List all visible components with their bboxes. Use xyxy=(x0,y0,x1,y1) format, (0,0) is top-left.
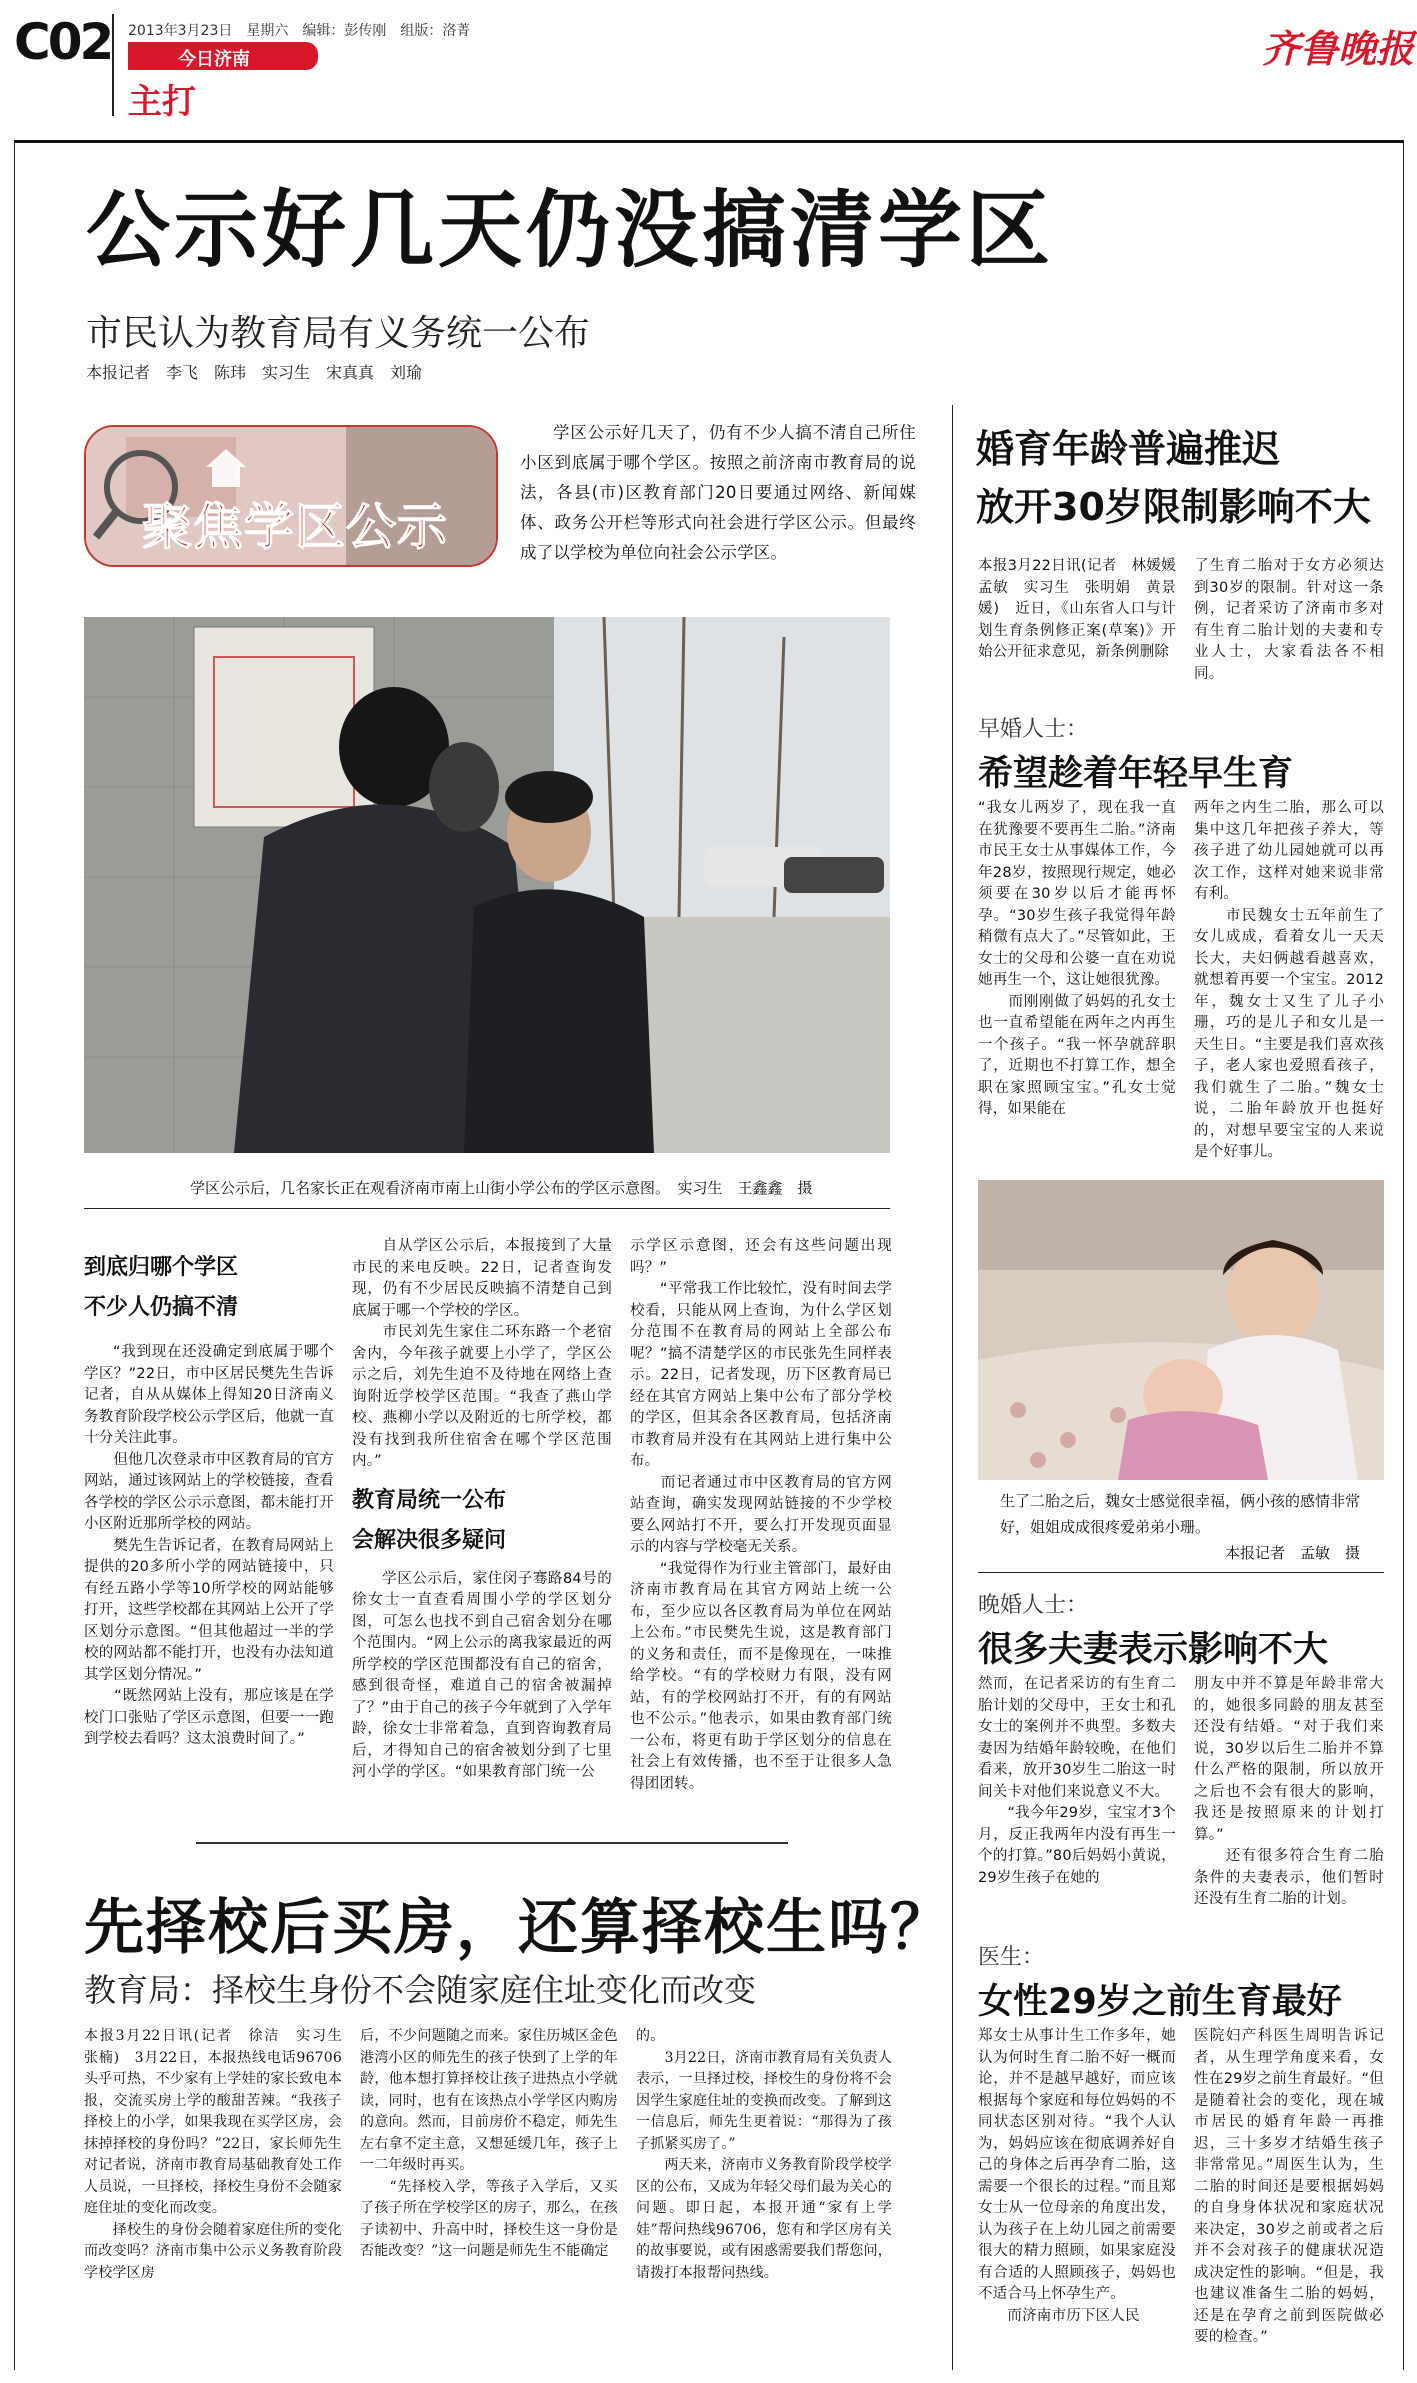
photo2-caption-text: 生了二胎之后，魏女士感觉很幸福，俩小孩的感情非常好，姐姐成成很疼爱弟弟小珊。 xyxy=(1000,1492,1361,1536)
lead-paragraph: 学区公示好几天了，仍有不少人搞不清自己所住小区到底属于哪个学区。按照之前济南市教育局的说法，各县(市)区教育部门20日要通过网络、新闻媒体、政务公开栏等形式向社会进行学区公示。但最终成了以学校为单位向社会公示学区。 xyxy=(520,423,916,562)
side-headline-line2: 放开30岁限制影响不大 xyxy=(976,485,1371,529)
sec1-right: 两年之内生二胎，那么可以集中这几年把孩子养大，等孩子进了幼儿园她就可以再次工作，这样对她来说非常有利。 市民魏女士五年前生了女儿成成，看着女儿一天天长大，夫妇俩越看越喜欢，就想着再要一个宝宝。2012年，魏女士又生了儿子小珊，巧的是儿子和女儿是一天生日。“主要是我们喜欢孩子，老人家也爱照看孩子，我们就生了二胎。”魏女士说，二胎年龄放开也挺好的，对想早要宝宝的人来说是个好事儿。 xyxy=(1194,800,1384,1160)
col2-text: 自从学区公示后，本报接到了大量市民的来电反映。22日，记者查询发现，仍有不少居民反映搞不清楚自己到底属于哪一个学校的学区。 市民刘先生家住二环东路一个老宿舍内，今年孩子就要上小学了，学区公示之后，刘先生迫不及待地在网络上查询附近学校学区范围。“我查了燕山学校、燕柳小学以及附近的七所学校，都没有找到我所住宿舍在哪个学区范围内。” xyxy=(352,1238,612,1469)
photo-illustration-2 xyxy=(978,1180,1384,1480)
sec3-label: 医生： xyxy=(978,1945,1045,1970)
photo2-caption xyxy=(1000,1488,1380,1566)
main-subheadline: 市民认为教育局有义务统一公布 xyxy=(86,313,591,354)
badge-label: 聚焦学区公示 xyxy=(142,498,448,556)
side-intro-left: 本报3月22日讯(记者 林媛媛 孟敏 实习生 张明娟 黄景媛) 近日，《山东省人口与计划生育条例修正案(草案)》开始公开征求意见，新条例删除 xyxy=(978,558,1191,660)
frame-right xyxy=(1403,140,1404,2370)
photo2-rule xyxy=(978,1572,1384,1573)
main-col-3 xyxy=(630,1236,892,1795)
sec3-right: 医院妇产科医生周明告诉记者，从生理学角度来看，女性在29岁之前生育最好。“但是随着社会的变化，现在城市居民的婚育年龄一再推迟，三十多岁才结婚生孩子非常常见。”周医生认为，生二胎的时间还是要根据妈妈的自身身体状况和家庭状况来决定，30岁之前或者之后并不会对孩子的健康状况造成决定性的影响。“但是，我也建议准备生二胎的妈妈，还是在孕育之前到医院做必要的检查。” xyxy=(1194,2028,1384,2345)
sec2-head: 很多夫妻表示影响不大 xyxy=(978,1630,1329,1670)
header-rule xyxy=(14,140,1403,143)
section-subtitle: 主打 xyxy=(128,82,196,122)
column-divider xyxy=(952,405,953,2370)
col2-subhead-1: 教育局统一公布 xyxy=(352,1487,507,1513)
article-separator xyxy=(196,1842,788,1844)
main-col-2 xyxy=(352,1236,612,1784)
col1-subhead-1: 到底归哪个学区 xyxy=(84,1255,239,1280)
side-intro-right: 了生育二胎对于女方必须达到30岁的限制。针对这一条例，记者采访了济南市多对有生育二胎计划的夫妻和专业人士，大家看法各不相同。 xyxy=(1194,558,1384,682)
page-number: C02 xyxy=(14,13,112,71)
second-subheadline: 教育局：择校生身份不会随家庭住址变化而改变 xyxy=(84,1971,757,2009)
main-headline: 公示好几天仍没搞清学区 xyxy=(86,180,1055,279)
second-col-3: 的。 3月22日，济南市教育局有关负责人表示，一旦择过校，择校生的身份将不会因学生家庭住址的变换而改变。了解到这一信息后，师先生更着说：“那得为了孩子抓紧买房了。” 两天来，济南市义务教育阶段学校学区的公布，又成为年轻父母们最为关心的问题。即日起，本报开通“家有上学娃”帮问热线96706，您有和学区房有关的故事要说，或有困惑需要我们帮您问，请拨打本报帮问热线。 xyxy=(636,2028,892,2281)
second-headline: 先择校后买房，还算择校生吗？ xyxy=(84,1893,952,1963)
side-headline-line1: 婚育年龄普遍推迟 xyxy=(976,427,1281,471)
photo-illustration xyxy=(84,617,890,1153)
sec1-label: 早婚人士： xyxy=(978,717,1089,742)
second-col-1: 本报3月22日讯(记者 徐洁 实习生 张楠) 3月22日，本报热线电话96706头乎可热，不少家有上学娃的家长致电本报，交流买房上学的酸甜苦辣。“我孩子择校上的小学，如果我现在买学区房，会抹掉择校的身份吗？”22日，家长师先生对记者说，济南市教育局基础教育处工作人员说，一旦择校，择校生身份不会随家庭住址的变化而改变。 择校生的身份会随着家庭住所的变化而改变吗？济南市集中公示义务教育阶段学校学区房 xyxy=(84,2028,342,2281)
main-col-1 xyxy=(84,1248,334,1751)
photo2-credit: 本报记者 孟敏 摄 xyxy=(1224,1544,1360,1562)
section-tag: 今日济南 xyxy=(128,42,318,70)
col3-text: 示学区示意图，还会有这些问题出现吗？” “平常我工作比较忙，没有时间去学校看，只能从网上查询，为什么学区划分范围不在教育局的网站上全部公布呢？”搞不清楚学区的市民张先生同样表示。22日，记者发现，历下区教育局已经在其官方网站上集中公布了部分学校的学区，但其余各区教育局，包括济南市教育局并没有在其网站上进行集中公布。 而记者通过市中区教育局的官方网站查询，确实发现网站链接的不少学校要么网站打不开，要么打开发现页面显示的内容与学校毫无关系。 “我觉得作为行业主管部门，最好由济南市教育局在其官方网站上统一公布，至少应以各区教育局为单位在网站上公布。”市民樊先生说，这是教育部门的义务和责任，而不是像现在，一味推给学校。“有的学校财力有限，没有网站，有的学校网站打不开，有的有网站也不公示。”他表示，如果由教育部门统一公布，将更有助于学区划分的信息在社会上有效传播，也不至于让很多人急得团团转。 xyxy=(630,1238,892,1792)
news-photo-parents-viewing-map xyxy=(84,617,890,1153)
caption-rule xyxy=(84,1208,890,1209)
col1-subhead-2: 不少人仍搞不清 xyxy=(84,1295,239,1320)
col2-text-2: 学区公示后，家住闵子骞路84号的徐女士一直查看周围小学的学区划分图，可怎么也找不到自己宿舍划分在哪个范围内。“网上公示的离我家最近的两所学校的学区范围都没有自己的宿舍，感到很奇怪，难道自己的宿舍被漏掉了？”由于自己的孩子今年就到了入学年龄，徐女士非常着急，直到咨询教育局后，才得知自己的宿舍被划分到了七里河小学的学区。“如果教育部门统一公 xyxy=(352,1570,612,1780)
second-col-2: 后，不少问题随之而来。家住历城区金色港湾小区的师先生的孩子快到了上学的年龄，他本想打算择校让孩子进热点小学就读，同时，也有在该热点小学学区内购房的意向。然而，目前房价不稳定，师先生左右拿不定主意，又想延缓几年，孩子上一二年级时再买。 “先择校入学，等孩子入学后，又买了孩子所在学校学区的房子，那么，在孩子读初中、升高中时，择校生这一身份是否能改变？”这一问题是师先生不能确定 xyxy=(360,2028,618,2259)
frame-left xyxy=(14,140,15,2370)
col1-text: “我到现在还没确定到底属于哪个学区？”22日，市中区居民樊先生告诉记者，自从从媒体上得知20日济南义务教育阶段学校公示学区后，他就一直十分关注此事。 但他几次登录市中区教育局的官方网站，通过该网站上的学校链接，查看各学校的学区公示示意图，都未能打开小区附近那所学校的网站。 樊先生告诉记者，在教育局网站上提供的20多所小学的网站链接中，只有经五路小学等10所学校的网站能够打开，这些学校都在其网站上公开了学区划分示意图。“但其他超过一半的学校的网站都不能打开，也没有办法知道其学区划分情况。” “既然网站上没有，那应该是在学校门口张贴了学区示意图，但要一一跑到学校去看吗？这太浪费时间了。” xyxy=(84,1344,334,1747)
sec2-left: 然而，在记者采访的有生育二胎计划的父母中，王女士和孔女士的案例并不典型。多数夫妻因为结婚年龄较晚，在他们看来，放开30岁生二胎这一时间关卡对他们来说意义不大。 “我今年29岁，宝宝才3个月，反正我两年内没有再生一个的打算。”80后妈妈小黄说，29岁生孩子在她的 xyxy=(978,1676,1176,1886)
header-divider xyxy=(112,14,114,116)
col2-subhead-2: 会解决很多疑问 xyxy=(352,1527,507,1553)
sec3-left: 郑女士从事计生工作多年，她认为何时生育二胎不好一概而论，并不是越早越好，而应该根据每个家庭和每位妈妈的不同状态区别对待。“我个人认为，妈妈应该在彻底调养好自己的身体之后再孕育二胎，这需要一个很长的过程。”而且郑女士从一位母亲的角度出发，认为孩子在上幼儿园之前需要很大的精力照顾，如果家庭没有合适的人照顾孩子，妈妈也不适合马上怀孕生产。 而济南市历下区人民 xyxy=(978,2028,1176,2324)
sec2-right: 朋友中并不算是年龄非常大的，她很多同龄的朋友甚至还没有结婚。“对于我们来说，30岁以后生二胎并不算什么严格的限制，所以放开之后也不会有很大的影响，我还是按照原来的计划打算。” 还有很多符合生育二胎条件的夫妻表示，他们暂时还没有生育二胎的计划。 xyxy=(1194,1676,1384,1907)
newspaper-logo: 齐鲁晚报 xyxy=(1262,26,1415,71)
side-headline xyxy=(976,420,1371,536)
topic-badge xyxy=(84,425,498,567)
photo-caption: 学区公示后，几名家长正在观看济南市南上山街小学公布的学区示意图。 实习生 王鑫鑫 摄 xyxy=(190,1179,813,1197)
sec1-left: “我女儿两岁了，现在我一直在犹豫要不要再生二胎。”济南市民王女士从事媒体工作，今年28岁，按照现行规定，她必须要在30岁以后才能再怀孕。“30岁生孩子我觉得年龄稍微有点大了。”尽管如此，王女士的父母和公婆一直在劝说她再生一个，这让她很犹豫。 而刚刚做了妈妈的孔女士也一直希望能在两年之内再生一个孩子。“我一怀孕就辞职了，近期也不打算工作，想全职在家照顾宝宝。”孔女士觉得，如果能在 xyxy=(978,800,1176,1117)
sec3-head: 女性29岁之前生育最好 xyxy=(978,1982,1342,2022)
news-photo-siblings xyxy=(978,1180,1384,1480)
main-byline: 本报记者 李飞 陈玮 实习生 宋真真 刘瑜 xyxy=(86,363,423,382)
date-line: 2013年3月23日 星期六 编辑：彭传刚 组版：洛菁 xyxy=(128,23,471,39)
sec1-head: 希望趁着年轻早生育 xyxy=(978,754,1294,794)
sec2-label: 晚婚人士： xyxy=(978,1593,1089,1618)
